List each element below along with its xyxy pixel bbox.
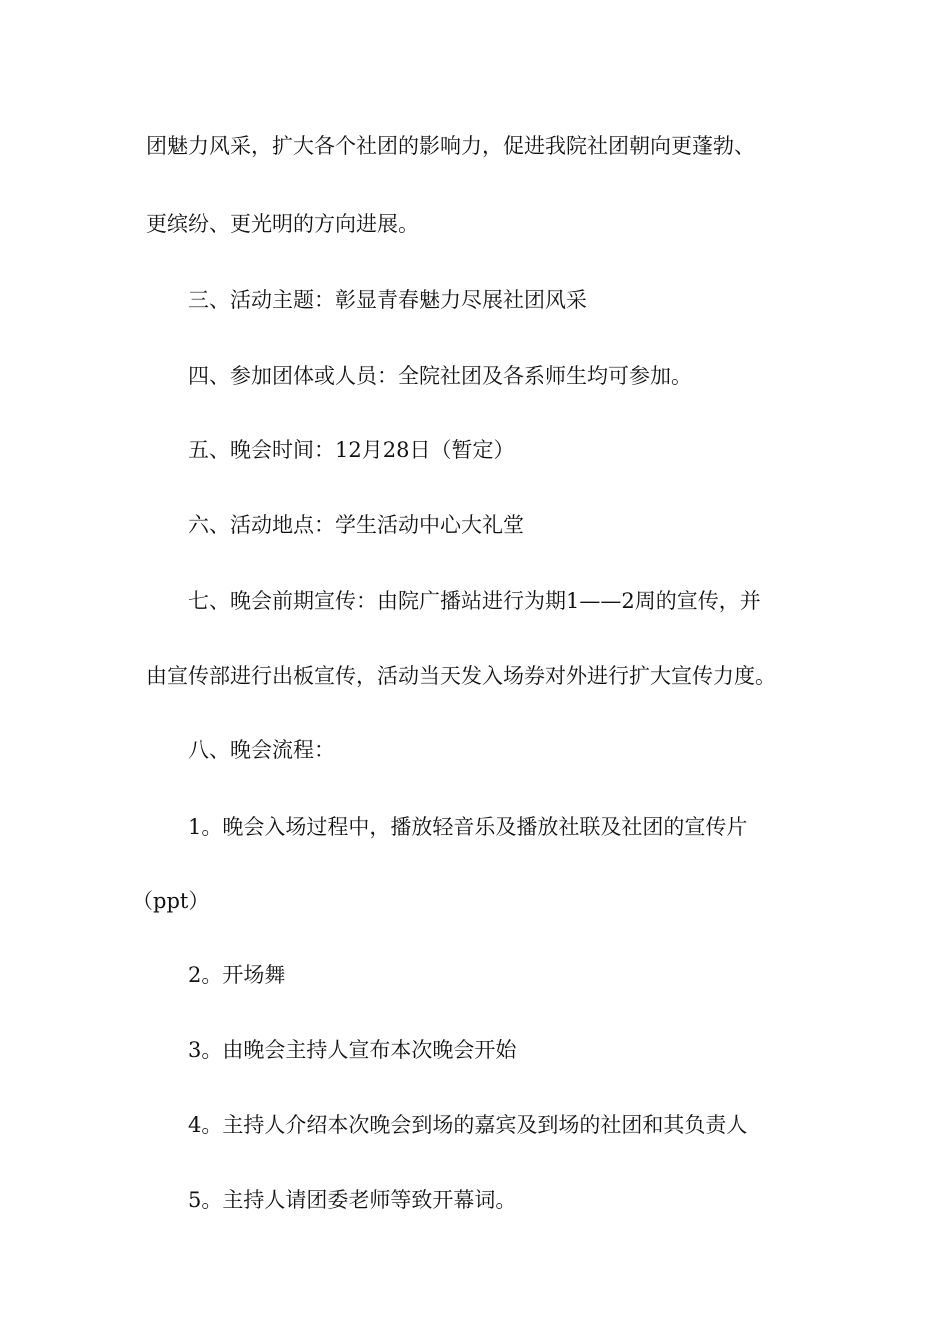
section-participants: 四、参加团体或人员：全院社团及各系师生均可参加。 — [188, 364, 692, 388]
section-party-time: 五、晚会时间：12月28日（暂定） — [188, 438, 515, 462]
section-venue: 六、活动地点：学生活动中心大礼堂 — [188, 513, 524, 537]
process-item-2: 2。开场舞 — [188, 963, 286, 987]
section-promotion-continued: 由宣传部进行出板宣传，活动当天发入场券对外进行扩大宣传力度。 — [146, 664, 776, 688]
section-activity-theme: 三、活动主题：彰显青春魅力尽展社团风采 — [188, 288, 587, 312]
section-party-process: 八、晚会流程： — [188, 738, 335, 762]
paragraph-line-2: 更缤纷、更光明的方向进展。 — [146, 212, 419, 236]
process-item-4: 4。主持人介绍本次晚会到场的嘉宾及到场的社团和其负责人 — [188, 1113, 748, 1137]
process-item-1: 1。晚会入场过程中，播放轻音乐及播放社联及社团的宣传片 — [188, 815, 748, 839]
process-item-1-continued: （ppt） — [132, 889, 210, 913]
process-item-5: 5。主持人请团委老师等致开幕词。 — [188, 1188, 517, 1212]
section-promotion: 七、晚会前期宣传：由院广播站进行为期1——2周的宣传，并 — [188, 589, 761, 613]
paragraph-line-1: 团魅力风采，扩大各个社团的影响力，促进我院社团朝向更蓬勃、 — [146, 134, 755, 158]
process-item-3: 3。由晚会主持人宣布本次晚会开始 — [188, 1038, 517, 1062]
